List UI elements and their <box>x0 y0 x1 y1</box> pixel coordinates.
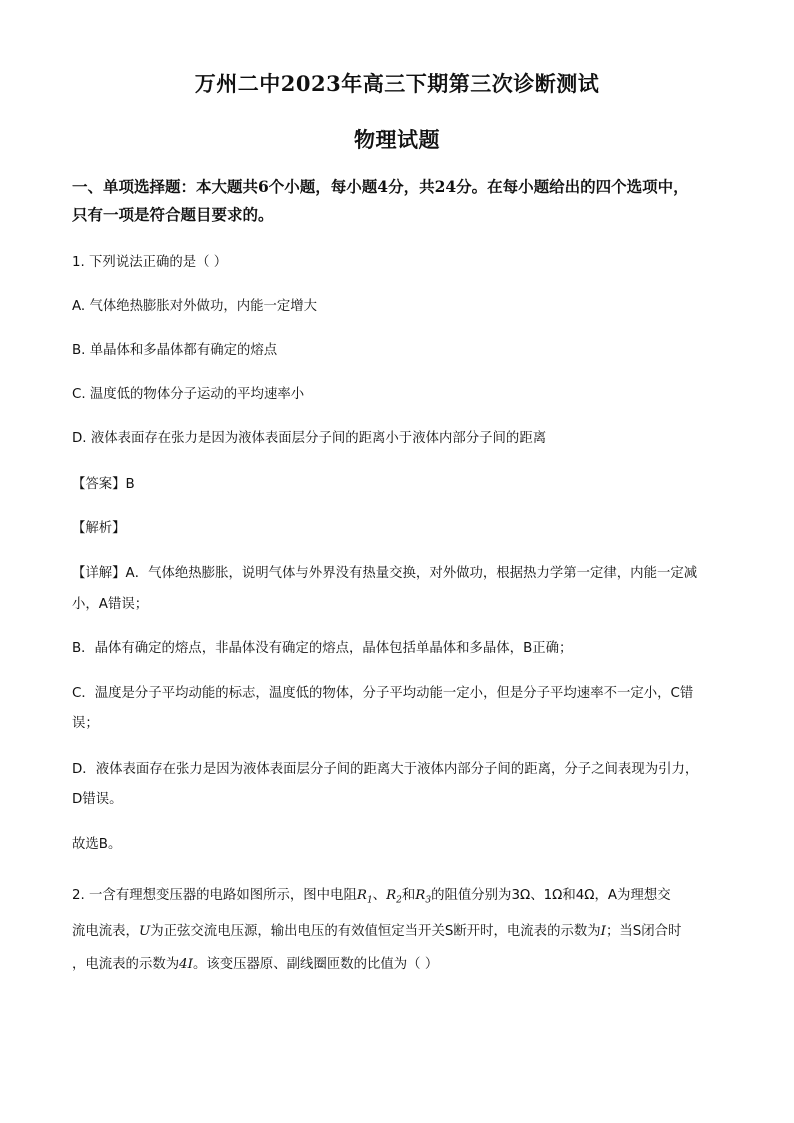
question-2-line-2 <box>72 917 722 947</box>
question-1-option-b: B. 单晶体和多晶体都有确定的熔点 <box>72 343 278 358</box>
page-title: 万州二中2023年高三下期第三次诊断测试 <box>194 71 600 96</box>
question-1-conclusion: 故选B。 <box>72 837 122 852</box>
question-1-detail-a-line-2: 小，A错误； <box>72 597 149 612</box>
conjunction: 和 <box>401 888 416 903</box>
question-2-line-1 <box>72 881 722 916</box>
question-1-option-d: D. 液体表面存在张力是因为液体表面层分子间的距离小于液体内部分子间的距离 <box>72 431 547 446</box>
question-1-detail-d-line-2: D错误。 <box>72 792 123 807</box>
resistor-r1-symbol: $R_1$ <box>356 888 373 906</box>
section-heading-line-2: 只有一项是符合题目要求的。 <box>72 205 274 224</box>
current-value: 4I <box>179 957 193 972</box>
question-1-detail-d-line-1: D．液体表面存在张力是因为液体表面层分子间的距离大于液体内部分子间的距离，分子之间表现为引力， <box>72 762 699 777</box>
question-2-line-2-end: ；当S闭合时 <box>605 924 682 939</box>
current-symbol: I <box>600 924 606 939</box>
question-1-stem: 1. 下列说法正确的是（ ） <box>72 255 228 270</box>
question-2-line-2-start: 流电流表， <box>72 924 139 939</box>
separator: 、 <box>372 888 387 903</box>
question-1-option-a: A. 气体绝热膨胀对外做功，内能一定增大 <box>72 299 318 314</box>
question-1-detail-a-line-1: 【详解】A．气体绝热膨胀，说明气体与外界没有热量交换，对外做功，根据热力学第一定律，内能一定减 <box>72 566 698 581</box>
question-1-detail-c-line-2: 误； <box>72 716 99 731</box>
voltage-symbol: U <box>138 924 151 939</box>
question-1-analysis-label: 【解析】 <box>72 521 126 536</box>
question-1-answer: 【答案】B <box>72 477 135 492</box>
question-2-line-1-end: 的阻值分别为3Ω、1Ω和4Ω，A为理想交 <box>431 888 671 903</box>
question-1-option-c: C. 温度低的物体分子运动的平均速率小 <box>72 387 305 402</box>
question-2-line-3-end: 。该变压器原、副线圈匝数的比值为（ ） <box>192 957 439 972</box>
question-2-line-3-start: ，电流表的示数为 <box>72 957 180 972</box>
section-heading-line-1: 一、单项选择题：本大题共6个小题，每小题4分，共24分。在每小题给出的四个选项中， <box>72 177 689 196</box>
question-1-detail-b: B．晶体有确定的熔点，非晶体没有确定的熔点，晶体包括单晶体和多晶体，B正确； <box>72 641 573 656</box>
resistor-r2-symbol: $R_2$ <box>386 888 402 906</box>
question-2-line-3 <box>72 950 722 980</box>
page-subtitle: 物理试题 <box>354 127 440 152</box>
resistor-r3-symbol: $R_3$ <box>415 888 432 906</box>
question-2-line-1-start: 2. 一含有理想变压器的电路如图所示，图中电阻 <box>72 888 357 903</box>
question-2-line-2-middle: 为正弦交流电压源，输出电压的有效值恒定当开关S断开时，电流表的示数为 <box>150 924 601 939</box>
question-1-detail-c-line-1: C．温度是分子平均动能的标志，温度低的物体，分子平均动能一定小，但是分子平均速率不一定小，C错 <box>72 686 694 701</box>
